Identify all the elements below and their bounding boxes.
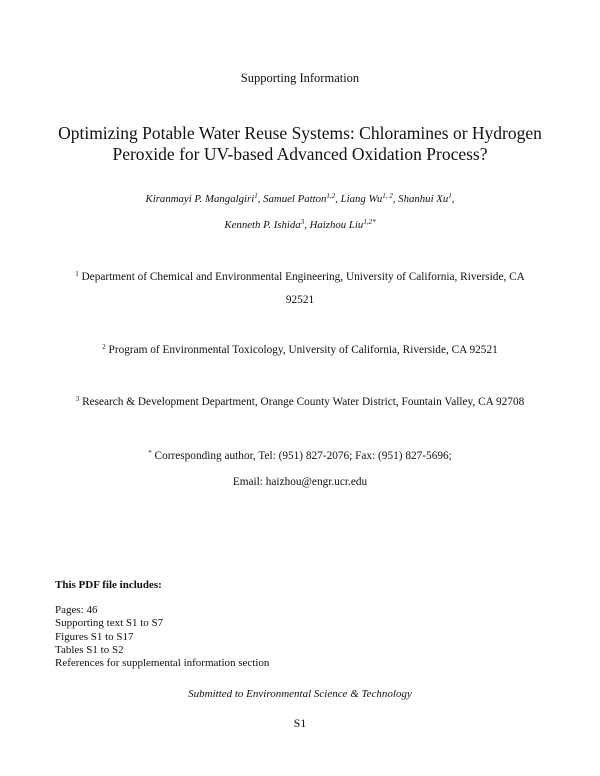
author-name: Shanhui Xu bbox=[398, 193, 449, 205]
list-item: Supporting text S1 to S7 bbox=[55, 617, 164, 630]
affiliation-number: 1 bbox=[75, 270, 79, 278]
author-separator: , bbox=[335, 193, 341, 205]
author-affiliation-sup: 1, 2 bbox=[382, 192, 393, 200]
affiliation-number: 2 bbox=[102, 343, 106, 351]
author-name: Liang Wu bbox=[340, 193, 383, 205]
author-name: Kiranmayi P. Mangalgiri bbox=[145, 193, 255, 205]
affiliation-1-continued: 92521 bbox=[285, 294, 315, 306]
list-item: References for supplemental information section bbox=[55, 657, 270, 670]
author-separator: , bbox=[304, 219, 310, 231]
affiliation-text: Research & Development Department, Orange County Water District, Fountain Valley, CA 92708 bbox=[82, 396, 525, 408]
author-affiliation-sup: 1 bbox=[448, 192, 452, 200]
corresponding-email: Email: haizhou@engr.ucr.edu bbox=[232, 476, 368, 488]
corresponding-author bbox=[0, 450, 600, 462]
author-name: Kenneth P. Ishida bbox=[224, 219, 301, 231]
author-name: Haizhou Liu bbox=[309, 219, 364, 231]
affiliation-text: Program of Environmental Toxicology, University of California, Riverside, CA 92521 bbox=[108, 344, 498, 356]
author-affiliation-sup: 3 bbox=[300, 218, 305, 226]
affiliation-3 bbox=[0, 396, 600, 408]
author-affiliation-sup: 1 bbox=[254, 192, 258, 200]
submission-note: Submitted to Environmental Science & Technology bbox=[188, 688, 412, 700]
page-number: S1 bbox=[293, 716, 307, 730]
author-affiliation-sup: 1,2* bbox=[363, 218, 376, 226]
list-item: Pages: 46 bbox=[55, 604, 98, 616]
author-line-1 bbox=[0, 193, 600, 205]
author-separator: , bbox=[257, 193, 264, 205]
list-item: Figures S1 to S17 bbox=[55, 630, 134, 643]
paper-title bbox=[0, 123, 600, 165]
corresponding-marker: * bbox=[148, 449, 152, 457]
author-line-2 bbox=[0, 219, 600, 231]
author-name: Samuel Patton bbox=[263, 193, 327, 205]
affiliation-2 bbox=[0, 344, 600, 356]
includes-heading: This PDF file includes: bbox=[55, 579, 162, 591]
paper-title-line-2: Peroxide for UV-based Advanced Oxidation Process? bbox=[112, 144, 488, 164]
supporting-info-label: Supporting Information bbox=[240, 71, 360, 85]
author-affiliation-sup: 1,2 bbox=[326, 192, 336, 200]
affiliation-text: Department of Chemical and Environmental Engineering, University of California, Riverside, CA bbox=[81, 271, 525, 283]
affiliation-number: 3 bbox=[75, 395, 80, 403]
author-separator: , bbox=[392, 193, 399, 205]
includes-section bbox=[55, 579, 269, 670]
corresponding-text: Corresponding author, Tel: (951) 827-2076; Fax: (951) 827-5696; bbox=[154, 450, 452, 462]
author-separator: , bbox=[451, 193, 455, 205]
affiliation-1 bbox=[0, 271, 600, 283]
list-item: Tables S1 to S2 bbox=[55, 643, 124, 656]
paper-title-line-1: Optimizing Potable Water Reuse Systems: Chloramines or Hydrogen bbox=[58, 123, 542, 143]
